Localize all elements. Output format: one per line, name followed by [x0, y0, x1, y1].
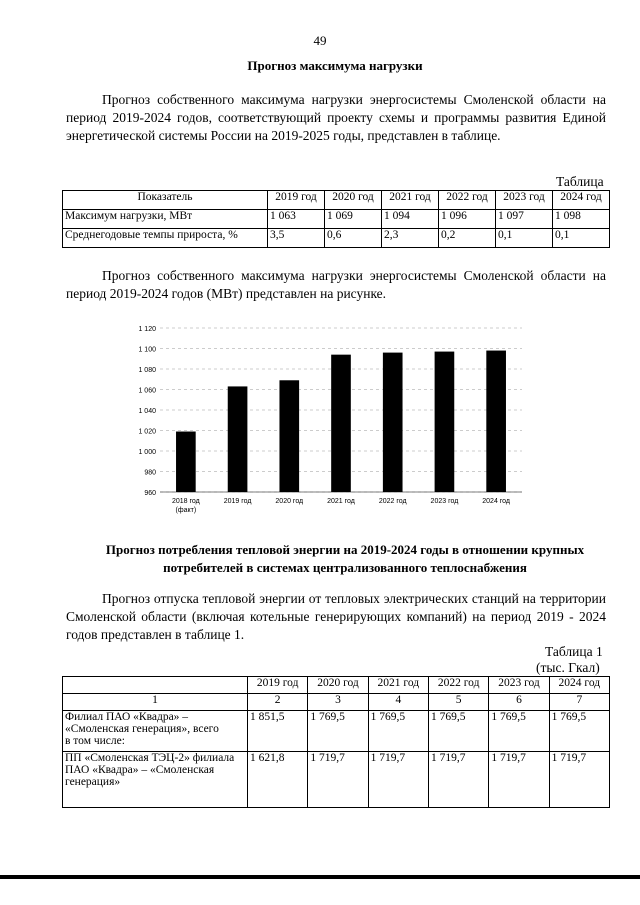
table-cell: 6: [489, 694, 549, 711]
table-header-cell: 2023 год: [496, 191, 553, 210]
table-header-cell: 2023 год: [489, 677, 549, 694]
table2-caption: Таблица 1: [545, 644, 603, 659]
table-cell: Максимум нагрузки, МВт: [63, 210, 268, 229]
table-cell: ПП «Смоленская ТЭЦ-2» филиала ПАО «Квадра» – «Смоленская генерация»: [63, 752, 248, 808]
paragraph-chart-intro: Прогноз собственного максимума нагрузки энергосистемы Смоленской области на период 2019-2024 годов (МВт) представлен на рисунке.: [66, 268, 606, 301]
table-cell: 1 094: [382, 210, 439, 229]
bar: [228, 386, 248, 492]
table-cell: 1 069: [325, 210, 382, 229]
table-cell: 1 719,7: [308, 752, 368, 808]
table-header-cell: 2022 год: [439, 191, 496, 210]
x-tick-label: 2020 год: [275, 498, 304, 505]
table-cell: 1 769,5: [308, 711, 368, 736]
table-header-cell: 2021 год: [382, 191, 439, 210]
y-tick-label: 980: [144, 469, 156, 477]
table-header-cell: 2019 год: [268, 191, 325, 210]
bar: [435, 352, 455, 492]
table-cell: 5: [428, 694, 488, 711]
table-cell: Среднегодовые темпы прироста, %: [63, 229, 268, 248]
table-cell: 0,1: [553, 229, 610, 248]
x-tick-label: 2022 год: [378, 498, 407, 505]
page-number: 49: [313, 33, 327, 48]
y-tick-label: 1 120: [138, 326, 156, 333]
table-cell: 1 063: [268, 210, 325, 229]
table-header-cell: [63, 677, 248, 694]
y-tick-label: 1 100: [138, 346, 156, 354]
x-tick-label: 2023 год: [430, 498, 459, 505]
table-cell: 1 096: [439, 210, 496, 229]
table-cell: 0,1: [496, 229, 553, 248]
table-header-cell: 2024 год: [549, 677, 609, 694]
table1-caption: Таблица: [556, 174, 604, 189]
table2-unit: (тыс. Гкал): [536, 660, 600, 675]
section-heading-heat: Прогноз потребления тепловой энергии на 2019-2024 годы в отношении крупных потребителей в системах централизованного теплоснабжения: [105, 542, 585, 575]
table-cell: 4: [368, 694, 428, 711]
table-cell: 3,5: [268, 229, 325, 248]
table-header-cell: 2019 год: [248, 677, 308, 694]
table-header-row: [63, 677, 610, 694]
table-cell: 1 097: [496, 210, 553, 229]
table-cell: 1: [63, 694, 248, 711]
table-cell: [248, 735, 308, 752]
table-header-cell: 2022 год: [428, 677, 488, 694]
table-cell: 0,2: [439, 229, 496, 248]
bar: [383, 353, 403, 492]
table-row: [63, 752, 610, 808]
table-header-cell: 2020 год: [308, 677, 368, 694]
y-tick-label: 960: [144, 490, 156, 497]
table-cell: 1 719,7: [368, 752, 428, 808]
paragraph-heat-forecast: Прогноз отпуска тепловой энергии от тепловых электрических станций на территории Смоленской области (включая котельные генерирующих компаний) на период 2019 - 2024 годов представлен в таблице 1.: [66, 591, 606, 642]
x-tick-label: 2019 год: [223, 498, 252, 505]
table-cell: [368, 735, 428, 752]
table-cell: 1 621,8: [248, 752, 308, 808]
table-cell: [549, 735, 609, 752]
load-forecast-chart: [130, 320, 530, 525]
table-cell: 1 098: [553, 210, 610, 229]
load-forecast-table: [62, 190, 610, 248]
table-cell: [489, 735, 549, 752]
table-cell: 2,3: [382, 229, 439, 248]
table-cell: [428, 735, 488, 752]
x-tick-label: 2024 год: [482, 498, 511, 505]
x-tick-label: 2021 год: [327, 498, 355, 505]
y-tick-label: 1 020: [138, 428, 156, 436]
heat-forecast-table: [62, 676, 610, 808]
y-tick-label: 1 040: [138, 408, 156, 415]
table-cell: 1 719,7: [489, 752, 549, 808]
table-cell: 7: [549, 694, 609, 711]
table-cell: [308, 735, 368, 752]
table-cell: 0,6: [325, 229, 382, 248]
table-cell: 1 769,5: [549, 711, 609, 736]
table-header-cell: Показатель: [63, 191, 268, 210]
table-row: [63, 735, 610, 752]
table-cell: 1 769,5: [368, 711, 428, 736]
table-cell: 1 851,5: [248, 711, 308, 736]
table-row: [63, 210, 610, 229]
table-header-cell: 2021 год: [368, 677, 428, 694]
table-cell: 3: [308, 694, 368, 711]
bar: [176, 432, 196, 492]
section-heading-load: Прогноз максимума нагрузки: [247, 58, 423, 73]
y-tick-label: 1 060: [138, 387, 156, 395]
bar: [486, 351, 506, 492]
table-cell: 2: [248, 694, 308, 711]
table-header-cell: 2020 год: [325, 191, 382, 210]
table-cell: Филиал ПАО «Квадра» – «Смоленская генерация», всего: [63, 711, 248, 736]
bar: [279, 380, 299, 492]
table-cell: 1 719,7: [549, 752, 609, 808]
table-header-cell: 2024 год: [553, 191, 610, 210]
table-cell: 1 769,5: [489, 711, 549, 736]
paragraph-load-forecast: Прогноз собственного максимума нагрузки энергосистемы Смоленской области на период 2019-2024 годов, соответствующий проекту схемы и программы развития Единой энергетической системы России на 2019-2025 годы, представлен в таблице.: [66, 92, 606, 143]
y-tick-label: 1 080: [138, 367, 156, 374]
table-cell: 1 769,5: [428, 711, 488, 736]
bar: [331, 355, 351, 492]
table-row: [63, 711, 610, 736]
x-tick-label: 2018 год: [171, 498, 200, 505]
table-cell: 1 719,7: [428, 752, 488, 808]
table-number-row: [63, 694, 610, 711]
table-cell: в том числе:: [63, 735, 248, 752]
y-tick-label: 1 000: [138, 449, 156, 456]
footer-rule: [0, 875, 640, 879]
table-header-row: [63, 191, 610, 210]
x-tick-label: (факт): [175, 507, 197, 514]
table-row: [63, 229, 610, 248]
